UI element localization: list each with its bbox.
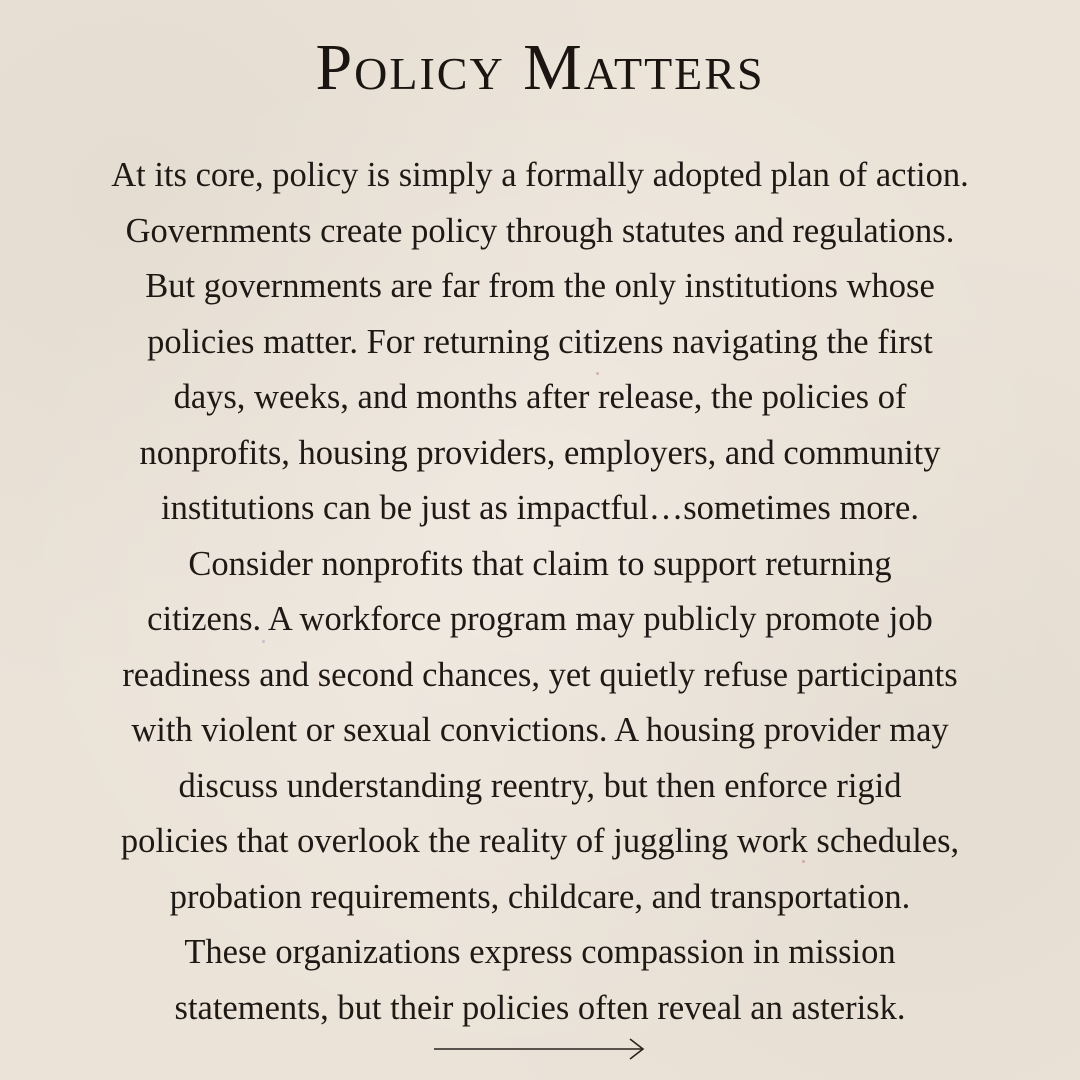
body-line-16: statements, but their policies often reveal an asterisk. — [174, 988, 906, 1027]
body-line-14: probation requirements, childcare, and transportation. — [169, 877, 911, 916]
body-line-5: days, weeks, and months after release, the policies of — [173, 378, 907, 416]
body-paragraph — [40, 148, 1040, 1036]
body-line-15: These organizations express compassion in mission — [184, 933, 896, 971]
body-line-11: with violent or sexual convictions. A housing provider may — [131, 711, 949, 749]
arrow-right-icon[interactable] — [432, 1036, 648, 1062]
body-line-8: Consider nonprofits that claim to support returning — [188, 544, 892, 583]
body-line-6: nonprofits, housing providers, employers, and community — [139, 433, 941, 472]
body-line-13: policies that overlook the reality of juggling work schedules, — [120, 822, 960, 860]
body-line-7: institutions can be just as impactful…sometimes more. — [161, 489, 919, 527]
body-line-4: policies matter. For returning citizens navigating the first — [147, 322, 933, 361]
body-line-10: readiness and second chances, yet quietly refuse participants — [122, 655, 958, 694]
paper-speck — [596, 372, 599, 375]
body-line-1: At its core, policy is simply a formally adopted plan of action. — [111, 156, 969, 194]
paper-speck — [802, 860, 805, 863]
body-line-2: Governments create policy through statutes and regulations. — [125, 211, 955, 250]
body-line-12: discuss understanding reentry, but then enforce rigid — [178, 766, 902, 805]
body-line-9: citizens. A workforce program may publicly promote job — [147, 600, 933, 638]
body-line-3: But governments are far from the only institutions whose — [145, 267, 935, 305]
paper-speck — [262, 640, 265, 643]
page-title: Policy Matters — [315, 31, 765, 104]
